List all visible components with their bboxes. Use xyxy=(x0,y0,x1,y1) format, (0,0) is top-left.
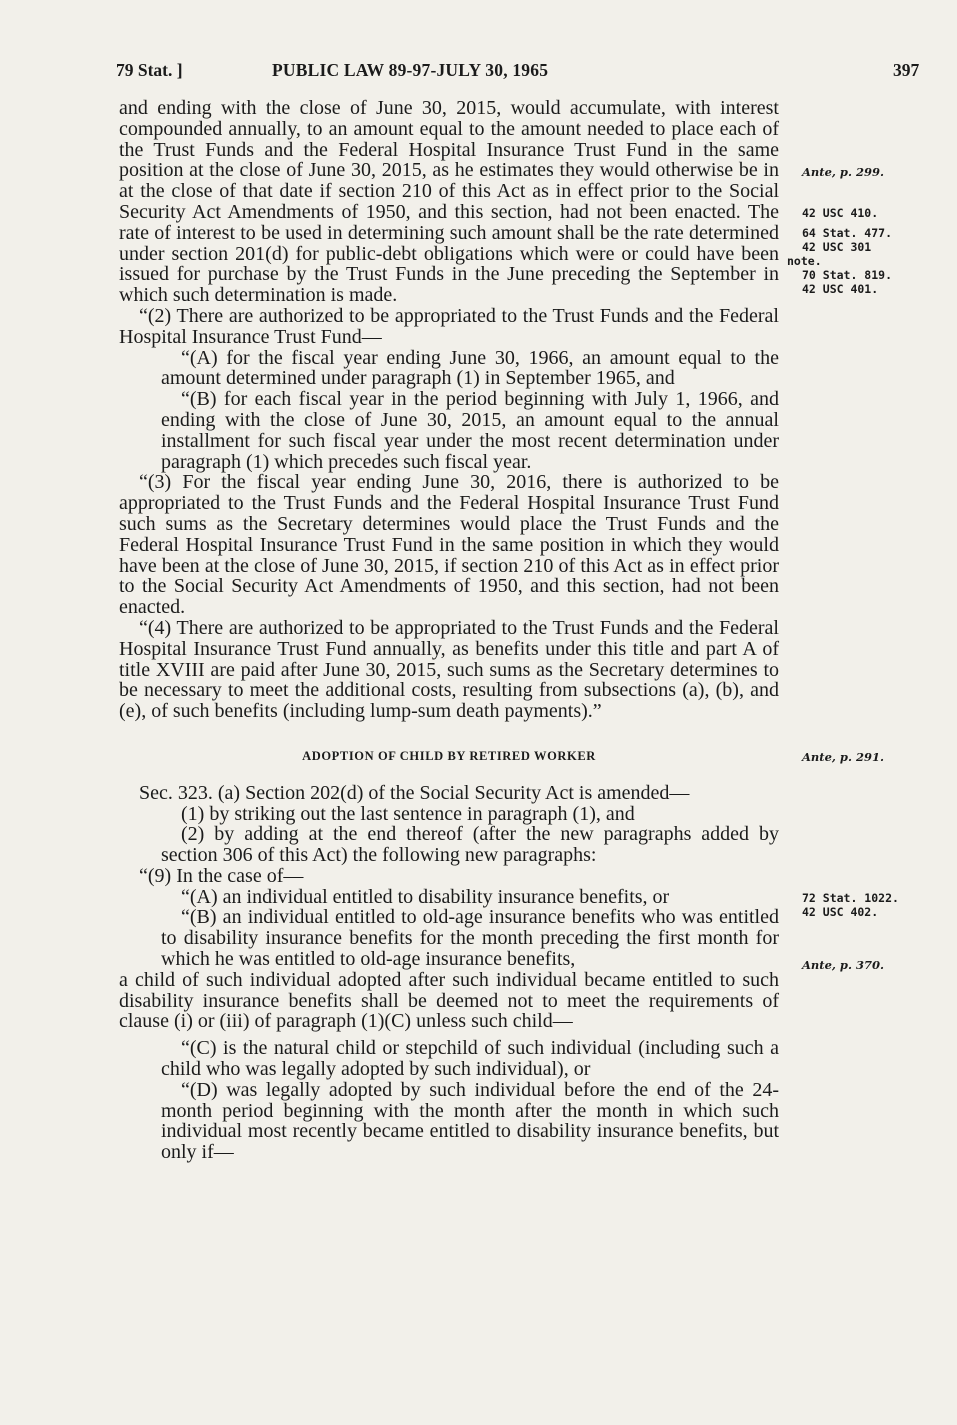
section-heading: ADOPTION OF CHILD BY RETIRED WORKER xyxy=(302,748,596,763)
section-323-intro: Sec. 323. (a) Section 202(d) of the Social Security Act is amended— xyxy=(139,781,690,804)
subparagraph-9c: “(C) is the natural child or stepchild of such individual (including such a child who was legally adopted by such individual), or xyxy=(161,1037,779,1081)
paragraph-3: “(3) For the fiscal year ending June 30, 2016, there is authorized to be appropriated to the Trust Funds and the Federal Hospital Insurance Trust Fund such sums as the Secretary determines would place the Trust Funds and the Federal Hospital Insurance Trust Fund in the same position in which they would have been at the close of June 30, 2015, if section 210 of this Act as in effect prior to the Social Security Act Amendments of 1950, and this section, had not been enacted. xyxy=(119,471,779,619)
margin-note: Ante, p. 291. xyxy=(802,750,884,764)
subparagraph-9a: “(A) an individual entitled to disability insurance benefits, or xyxy=(181,885,670,908)
margin-note: 42 USC 301 xyxy=(802,240,872,254)
amendment-1: (1) by striking out the last sentence in paragraph (1), and xyxy=(181,802,635,825)
paragraph-4: “(4) There are authorized to be appropriated to the Trust Funds and the Federal Hospital Insurance Trust Fund annually, as benefits under this title and part A of title XVIII are paid after June 30, 2015, such sums as the Secretary determines to be necessary to meet the additional costs, resulting from subsections (a), (b), and (e), of such benefits (including lump-sum death payments).” xyxy=(119,616,779,723)
running-title: PUBLIC LAW 89-97-JULY 30, 1965 xyxy=(272,60,549,80)
margin-note: 42 USC 402. xyxy=(802,905,879,919)
margin-note: 42 USC 410. xyxy=(802,206,879,220)
margin-note: 64 Stat. 477. xyxy=(802,226,893,240)
page-number: 397 xyxy=(893,60,920,80)
paragraph-2: “(2) There are authorized to be appropriated to the Trust Funds and the Federal Hospital Insurance Trust Fund— xyxy=(119,304,779,348)
paragraph-9: “(9) In the case of— xyxy=(139,864,304,887)
margin-note: note. xyxy=(787,254,822,268)
subparagraph-2a: “(A) for the fiscal year ending June 30, 1966, an amount equal to the amount determined under paragraph (1) in September 1965, and xyxy=(161,346,779,390)
margin-note: 72 Stat. 1022. xyxy=(802,891,899,905)
subparagraph-2b: “(B) for each fiscal year in the period beginning with July 1, 1966, and ending with the close of June 30, 2015, an amount equal to the annual installment for such fiscal year under the most recent determination under paragraph (1) which precedes such fiscal year. xyxy=(161,388,779,473)
margin-note: 70 Stat. 819. xyxy=(802,268,893,282)
paragraph-9-body: a child of such individual adopted after such individual became entitled to such disability insurance benefits shall be deemed not to meet the requirements of clause (i) or (iii) of paragraph (1)(C) unless such child— xyxy=(119,968,779,1033)
paragraph-continuation: and ending with the close of June 30, 2015, would accumulate, with interest compounded annually, to an amount equal to the amount needed to place each of the Trust Funds and the Federal Hospital Insurance Trust Fund in the same position at the close of June 30, 2015, as he estimates they would otherwise be in at the close of that date if section 210 of this Act as in effect prior to the Social Security Act Amendments of 1950, and this section, had not been enacted. The rate of interest to be used in determining such amount shall be the rate determined under section 201(d) for public-debt obligations which were or could have been issued for purchase by the Trust Funds in the June preceding the September in which such determination is made. xyxy=(119,97,779,307)
margin-note: 42 USC 401. xyxy=(802,282,879,296)
margin-note: Ante, p. 370. xyxy=(802,958,884,972)
statute-volume: 79 Stat. ] xyxy=(116,60,183,80)
subparagraph-9d: “(D) was legally adopted by such individual before the end of the 24-month period beginning with the month after the month in which such individual most recently became entitled to disability insurance benefits, but only if— xyxy=(161,1078,779,1164)
subparagraph-9b: “(B) an individual entitled to old-age insurance benefits who was entitled to disability insurance benefits for the month preceding the first month for which he was entitled to old-age insurance benefits, xyxy=(161,906,779,971)
amendment-2: (2) by adding at the end thereof (after the new paragraphs added by section 306 of this Act) the following new paragraphs: xyxy=(161,823,779,867)
margin-note: Ante, p. 299. xyxy=(802,165,884,179)
